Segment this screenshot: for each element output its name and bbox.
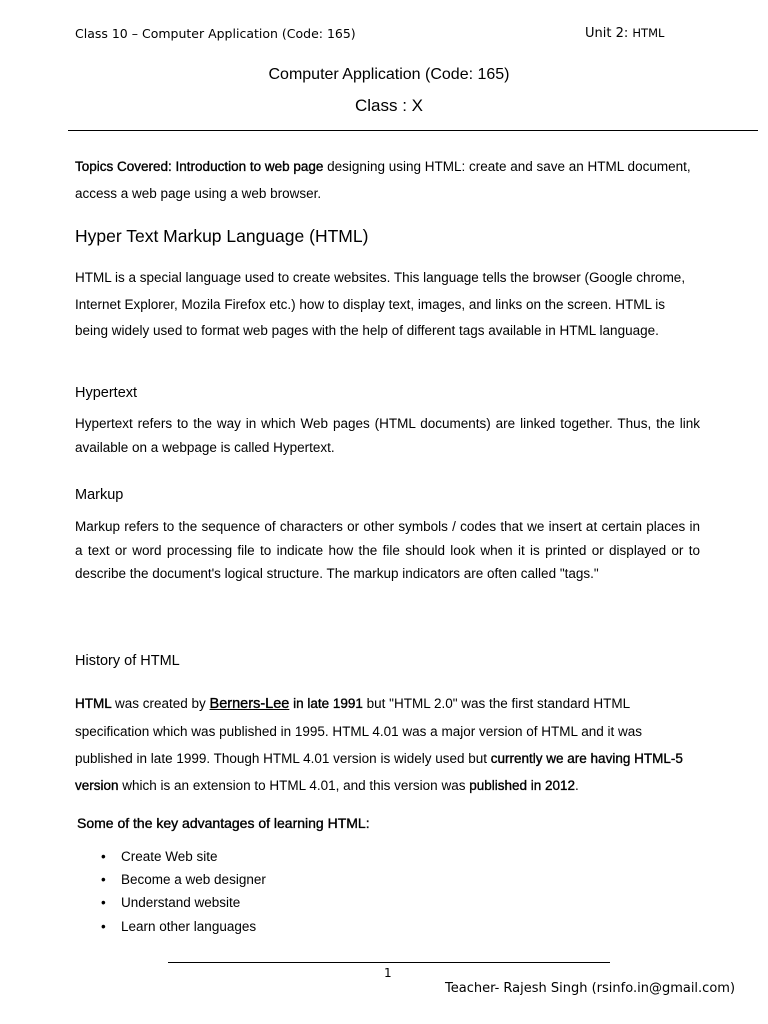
footer-teacher: Teacher- Rajesh Singh (rsinfo.in@gmail.com) (445, 981, 736, 996)
history-late-1991: in late 1991 (289, 696, 363, 711)
list-item (75, 845, 266, 868)
list-item-label: Understand website (121, 895, 241, 911)
history-text-2: but "HTML 2.0" was the first standard HTML specification which was published in 1995. HTML 4.01 was a major version of HTML and it was published in late 1999. Though HTML 4.01 version is widely used but (75, 696, 643, 766)
markup-paragraph: Markup refers to the sequence of characters or other symbols / codes that we insert at certain places in a text or word processing file to indicate how the file should look when it is printed or displayed or to describe the document's logical structure. The markup indicators are often called "tags." (75, 519, 700, 581)
history-html5: currently we are having HTML-5 version (75, 751, 683, 793)
history-text-3: which is an extension to HTML 4.01, and this version was (118, 778, 470, 793)
bullet-icon: • (101, 872, 106, 888)
list-item (75, 891, 266, 914)
bullet-icon: • (101, 849, 106, 864)
history-published-2012: published in 2012 (469, 778, 576, 793)
history-text-4: . (575, 778, 579, 793)
list-item-label: Create Web site (121, 849, 218, 864)
advantages-list (75, 845, 266, 938)
hypertext-paragraph: Hypertext refers to the way in which Web pages (HTML documents) are linked together. Thus, the link available on a webpage is called Hypertext. (75, 416, 700, 455)
history-berners-lee: Berners-Lee (209, 696, 290, 712)
section-heading-hypertext: Hypertext (75, 385, 138, 401)
advantages-heading: Some of the key advantages of learning HTML: (77, 815, 370, 831)
section-heading-html: Hyper Text Markup Language (HTML) (75, 226, 369, 246)
header-unit-label: Unit 2: (585, 26, 629, 41)
history-html: HTML (75, 696, 112, 711)
header-unit-topic: HTML (632, 26, 665, 40)
list-item-label: Learn other languages (121, 918, 257, 934)
bullet-icon: • (101, 918, 106, 934)
section-heading-history: History of HTML (75, 653, 180, 669)
section-heading-markup: Markup (75, 487, 124, 503)
topics-covered (75, 154, 700, 207)
document-title: Computer Application (Code: 165) (268, 66, 510, 83)
header-course: Class 10 – Computer Application (Code: 165) (75, 26, 356, 41)
list-item (75, 868, 266, 891)
history-text-1: was created by (111, 696, 210, 711)
list-item (75, 915, 266, 938)
history-paragraph (75, 690, 700, 799)
list-item-label: Become a web designer (121, 872, 266, 888)
bullet-icon: • (101, 895, 106, 911)
topics-label: Topics Covered: Introduction to web page (75, 159, 324, 174)
header-unit (585, 26, 664, 41)
html-paragraph: HTML is a special language used to create websites. This language tells the browser (Google chrome, Internet Explorer, Mozila Firefox etc.) how to display text, images, and links on the screen. HTML is being widely used to format web pages with the help of different tags available in HTML language. (75, 270, 686, 338)
topics-text: designing using HTML: create and save an HTML document, access a web page using a web browser. (75, 159, 691, 201)
page-number: 1 (384, 966, 392, 980)
document-subtitle: Class : X (354, 96, 424, 115)
title-divider (68, 130, 758, 131)
footer-divider (168, 962, 610, 963)
